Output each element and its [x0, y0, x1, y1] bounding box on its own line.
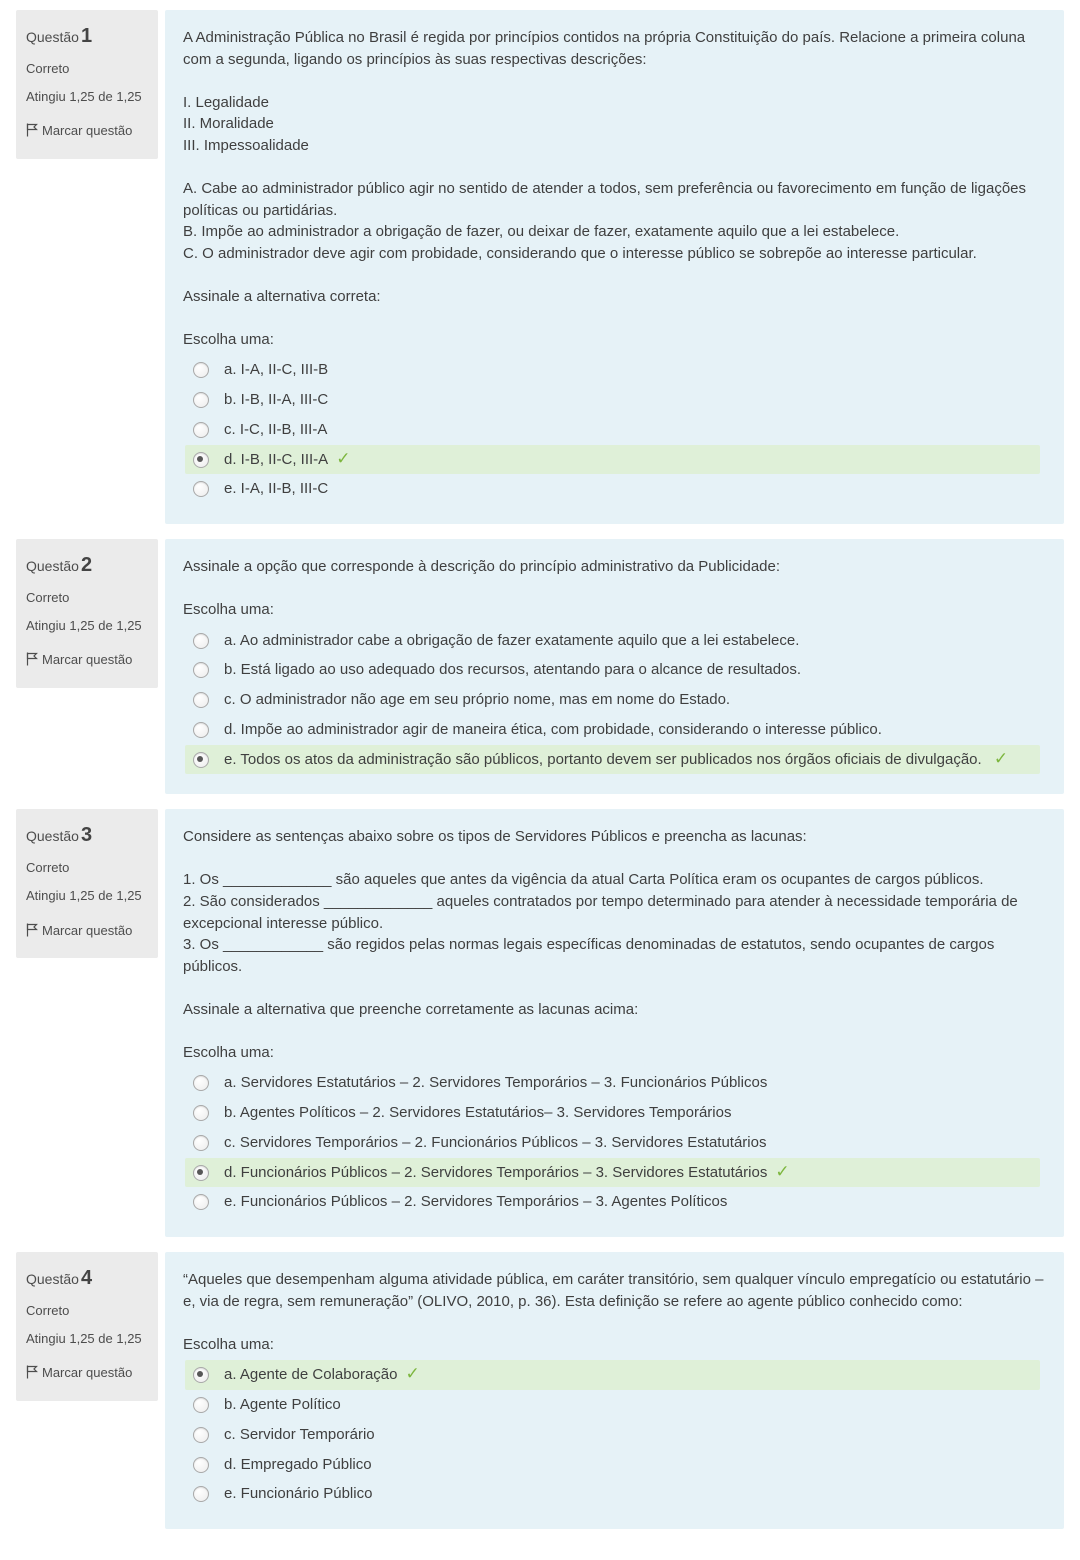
question-block-2 — [16, 539, 1064, 794]
answer-option — [185, 385, 1040, 415]
flag-icon — [26, 123, 38, 142]
radio-button[interactable] — [193, 1075, 209, 1091]
question-block-3 — [16, 809, 1064, 1237]
answer-options — [185, 626, 1040, 775]
radio-button[interactable] — [193, 633, 209, 649]
question-grade: Atingiu 1,25 de 1,25 — [26, 888, 142, 904]
radio-button[interactable] — [193, 692, 209, 708]
answer-option — [185, 474, 1040, 504]
answer-label: c. Servidor Temporário — [224, 1425, 375, 1443]
radio-button[interactable] — [193, 392, 209, 408]
answer-label: d. Funcionários Públicos – 2. Servidores Temporários – 3. Servidores Estatutários ✓ — [224, 1161, 790, 1181]
choice-prompt: Escolha uma: — [183, 600, 274, 618]
question-line: 2. São considerados _____________ aqueles contratados por tempo determinado para atender à necessidade temporária de excepcional interesse público. — [183, 892, 1018, 932]
radio-button[interactable] — [193, 1165, 209, 1181]
answer-label: e. Funcionários Públicos – 2. Servidores Temporários – 3. Agentes Políticos — [224, 1193, 728, 1211]
question-line: B. Impõe ao administrador a obrigação de fazer, ou deixar de fazer, exatamente aquilo que a lei estabelece. — [183, 223, 900, 241]
correct-check-icon: ✓ — [336, 448, 351, 468]
answer-option — [185, 1128, 1040, 1158]
question-formulation — [165, 539, 1064, 794]
question-line: 3. Os ____________ são regidos pelas normas legais específicas denominadas de estatutos, sendo ocupantes de cargos públicos. — [183, 936, 995, 975]
flag-icon — [26, 652, 38, 671]
correct-check-icon: ✓ — [405, 1364, 420, 1384]
answer-options — [185, 355, 1040, 504]
answer-label: a. I-A, II-C, III-B — [224, 361, 329, 379]
flag-question-link[interactable] — [26, 1364, 148, 1384]
answer-option — [185, 1450, 1040, 1480]
correct-check-icon: ✓ — [993, 748, 1009, 768]
flag-label: Marcar questão — [42, 652, 133, 668]
flag-icon — [26, 1365, 38, 1384]
answer-label: d. Empregado Público — [224, 1455, 372, 1473]
answer-option — [185, 715, 1040, 745]
answer-options — [185, 1360, 1040, 1509]
answer-label: b. Está ligado ao uso adequado dos recursos, atentando para o alcance de resultados. — [224, 661, 802, 679]
radio-button[interactable] — [193, 1105, 209, 1121]
radio-button[interactable] — [193, 722, 209, 738]
question-line: I. Legalidade — [183, 93, 269, 111]
radio-button[interactable] — [193, 1397, 209, 1413]
roman-list — [183, 92, 1046, 157]
answer-label: e. I-A, II-B, III-C — [224, 480, 329, 498]
answer-option — [185, 355, 1040, 385]
flag-question-link[interactable] — [26, 651, 148, 671]
question-formulation — [165, 809, 1064, 1237]
question-label: Questão — [26, 558, 79, 574]
flag-label: Marcar questão — [42, 123, 133, 139]
letter-list — [183, 178, 1046, 265]
question-line: A. Cabe ao administrador público agir no sentido de atender a todos, sem preferência ou favorecimento em função de ligações políticas ou partidárias. — [183, 179, 1027, 219]
question-number-heading — [26, 551, 148, 579]
question-line: II. Moralidade — [183, 115, 274, 133]
answer-label: b. Agente Político — [224, 1396, 341, 1413]
question-number: 4 — [80, 1267, 93, 1289]
answer-option — [185, 1098, 1040, 1128]
answer-option — [185, 655, 1040, 685]
question-block-4 — [16, 1252, 1064, 1529]
question-number-heading — [26, 1264, 148, 1292]
question-grade: Atingiu 1,25 de 1,25 — [26, 618, 142, 634]
question-formulation — [165, 1252, 1064, 1529]
answer-option — [185, 1187, 1040, 1217]
question-info-panel — [16, 539, 158, 688]
radio-button[interactable] — [193, 422, 209, 438]
answer-label: a. Agente de Colaboração ✓ — [224, 1364, 420, 1384]
choice-prompt: Escolha uma: — [183, 330, 274, 348]
answer-label: c. Servidores Temporários – 2. Funcionários Públicos – 3. Servidores Estatutários — [224, 1133, 767, 1151]
question-state: Correto — [26, 61, 70, 76]
radio-button[interactable] — [193, 1367, 209, 1383]
answer-label: e. Funcionário Público — [224, 1485, 373, 1503]
flag-label: Marcar questão — [42, 1365, 133, 1381]
question-text: Considere as sentenças abaixo sobre os tipos de Servidores Públicos e preencha as lacunas: — [183, 828, 807, 846]
radio-button[interactable] — [193, 1135, 209, 1151]
fill-blank-sentences — [183, 869, 1046, 978]
radio-button[interactable] — [193, 1486, 209, 1502]
flag-question-link[interactable] — [26, 122, 148, 142]
question-number-heading — [26, 821, 148, 849]
question-info-panel — [16, 10, 158, 159]
answer-option — [185, 415, 1040, 445]
answer-option — [185, 1479, 1040, 1509]
question-state: Correto — [26, 860, 70, 876]
answer-label: c. I-C, II-B, III-A — [224, 420, 328, 438]
question-closing-text: Assinale a alternativa que preenche corretamente as lacunas acima: — [183, 1000, 639, 1018]
radio-button[interactable] — [193, 1194, 209, 1210]
flag-icon — [26, 923, 38, 942]
answer-option — [185, 745, 1040, 775]
question-grade: Atingiu 1,25 de 1,25 — [26, 89, 142, 105]
question-state: Correto — [26, 590, 70, 605]
radio-button[interactable] — [193, 481, 209, 497]
question-label: Questão — [26, 29, 79, 45]
answer-option — [185, 1360, 1040, 1390]
answer-label: d. Impõe ao administrador agir de maneira ética, com probidade, considerando o interesse público. — [224, 720, 882, 738]
question-line: C. O administrador deve agir com probidade, considerando que o interesse público se sobrepõe ao interesse particular. — [183, 245, 977, 262]
question-formulation — [165, 10, 1064, 524]
question-closing-text: Assinale a alternativa correta: — [183, 287, 381, 305]
radio-button[interactable] — [193, 452, 209, 468]
radio-button[interactable] — [193, 362, 209, 378]
answer-label: a. Ao administrador cabe a obrigação de fazer exatamente aquilo que a lei estabelece. — [224, 631, 800, 649]
radio-button[interactable] — [193, 662, 209, 678]
question-text: “Aqueles que desempenham alguma atividade pública, em caráter transitório, sem qualquer vínculo empregatício ou estatutário – e, via de regra, sem remuneração” (OLIVO, 2010, p. 36). Esta definição se refere ao agente público conhecido como: — [183, 1271, 1044, 1310]
answer-option — [185, 626, 1040, 656]
answer-option — [185, 1390, 1040, 1420]
radio-button[interactable] — [193, 1457, 209, 1473]
answer-option — [185, 1420, 1040, 1450]
question-number: 1 — [80, 25, 93, 47]
question-text: A Administração Pública no Brasil é regida por princípios contidos na própria Constituição do país. Relacione a primeira coluna com a segunda, ligando os princípios às suas respectivas descrições: — [183, 29, 1026, 68]
question-info-panel — [16, 1252, 158, 1401]
answer-label: b. Agentes Políticos – 2. Servidores Estatutários– 3. Servidores Temporários — [224, 1104, 732, 1121]
question-label: Questão — [26, 828, 79, 845]
flag-question-link[interactable] — [26, 922, 148, 942]
answer-label: c. O administrador não age em seu próprio nome, mas em nome do Estado. — [224, 691, 731, 708]
question-line: III. Impessoalidade — [183, 137, 309, 154]
answer-label: e. Todos os atos da administração são públicos, portanto devem ser publicados nos órgãos oficiais de divulgação. ✓ — [224, 748, 1009, 768]
answer-option — [185, 685, 1040, 715]
answer-option — [185, 1068, 1040, 1098]
question-number: 2 — [80, 554, 93, 576]
radio-button[interactable] — [193, 752, 209, 768]
answer-option — [185, 445, 1040, 475]
answer-label: d. I-B, II-C, III-A ✓ — [224, 448, 351, 468]
choice-prompt: Escolha uma: — [183, 1335, 274, 1353]
question-label: Questão — [26, 1271, 79, 1287]
question-text: Assinale a opção que corresponde à descrição do princípio administrativo da Publicidade: — [183, 558, 781, 575]
answer-label: b. I-B, II-A, III-C — [224, 391, 329, 408]
flag-label: Marcar questão — [42, 922, 133, 938]
question-grade: Atingiu 1,25 de 1,25 — [26, 1331, 142, 1347]
answer-options — [185, 1068, 1040, 1217]
question-state: Correto — [26, 1303, 70, 1318]
correct-check-icon: ✓ — [775, 1161, 790, 1181]
question-block-1 — [16, 10, 1064, 524]
answer-label: a. Servidores Estatutários – 2. Servidores Temporários – 3. Funcionários Públicos — [224, 1074, 768, 1092]
question-line: 1. Os _____________ são aqueles que antes da vigência da atual Carta Política eram os ocupantes de cargos públicos. — [183, 871, 984, 888]
choice-prompt: Escolha uma: — [183, 1043, 274, 1061]
question-info-panel — [16, 809, 158, 958]
question-number-heading — [26, 22, 148, 50]
radio-button[interactable] — [193, 1427, 209, 1443]
question-number: 3 — [80, 824, 93, 847]
answer-option — [185, 1158, 1040, 1188]
